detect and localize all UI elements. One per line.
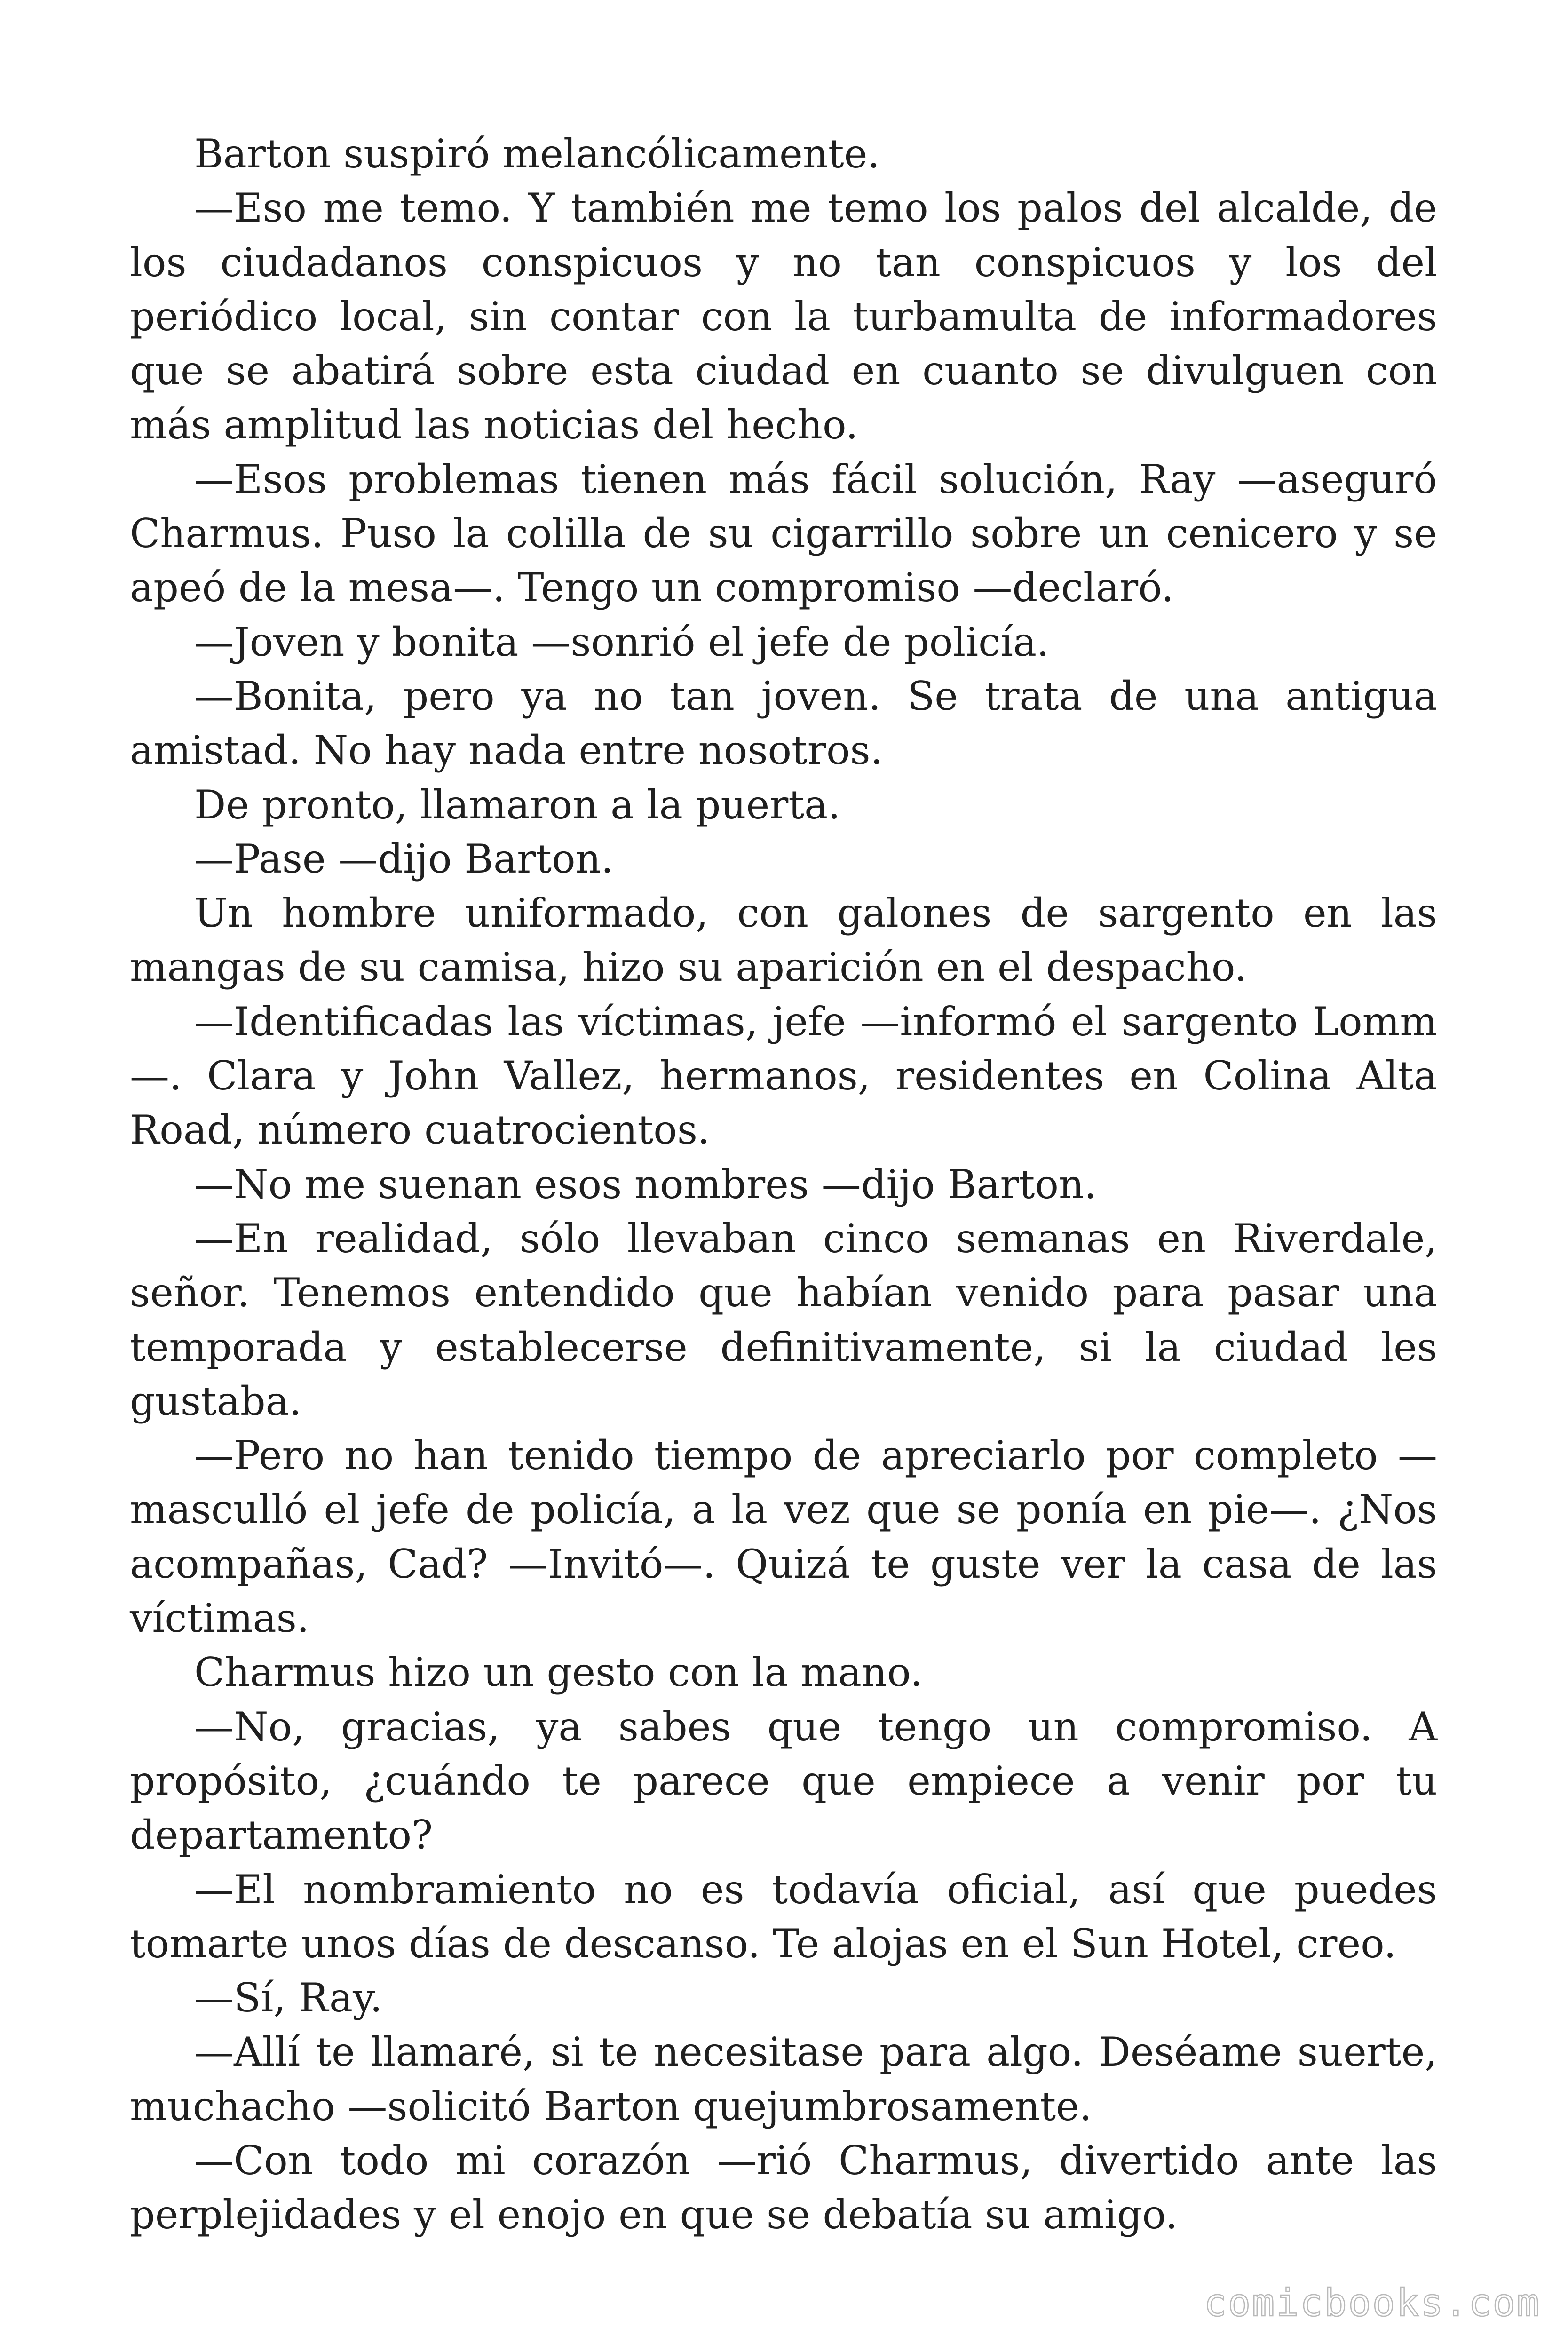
- paragraph: Un hombre uniformado, con galones de sargento en las mangas de su camisa, hizo su aparición en el despacho.: [130, 890, 1437, 991]
- paragraph: —Joven y bonita —sonrió el jefe de policía.: [194, 619, 1049, 665]
- paragraph: —No, gracias, ya sabes que tengo un compromiso. A propósito, ¿cuándo te parece que empiece a venir por tu departamento?: [130, 1703, 1437, 1859]
- book-page-text: [130, 127, 1437, 2242]
- paragraph: —Pero no han tenido tiempo de apreciarlo por completo —masculló el jefe de policía, a la vez que se ponía en pie—. ¿Nos acompañas, Cad? —Invitó—. Quizá te guste ver la casa de las víctimas.: [130, 1432, 1437, 1642]
- paragraph: —Identificadas las víctimas, jefe —informó el sargento Lomm—. Clara y John Vallez, hermanos, residentes en Colina Alta Road, número cuatrocientos.: [130, 998, 1437, 1153]
- paragraph: Charmus hizo un gesto con la mano.: [194, 1649, 923, 1696]
- paragraph: —Bonita, pero ya no tan joven. Se trata de una antigua amistad. No hay nada entre nosotros.: [130, 673, 1437, 774]
- paragraph: —No me suenan esos nombres —dijo Barton.: [194, 1161, 1097, 1208]
- site-watermark: comicbooks.com: [1204, 2281, 1541, 2325]
- paragraph: —Esos problemas tienen más fácil solución, Ray —aseguró Charmus. Puso la colilla de su cigarrillo sobre un cenicero y se apeó de la mesa—. Tengo un compromiso —declaró.: [130, 456, 1437, 611]
- paragraph: De pronto, llamaron a la puerta.: [194, 781, 840, 828]
- paragraph: —Con todo mi corazón —rió Charmus, divertido ante las perplejidades y el enojo en que se debatía su amigo.: [130, 2137, 1437, 2238]
- paragraph: —Sí, Ray.: [194, 1975, 383, 2021]
- paragraph: —El nombramiento no es todavía oficial, así que puedes tomarte unos días de descanso. Te alojas en el Sun Hotel, creo.: [130, 1866, 1437, 1967]
- paragraph: —Eso me temo. Y también me temo los palos del alcalde, de los ciudadanos conspicuos y no tan conspicuos y los del periódico local, sin contar con la turbamulta de informadores que se abatirá sobre esta ciudad en cuanto se divulguen con más amplitud las noticias del hecho.: [130, 185, 1437, 448]
- paragraph: —Allí te llamaré, si te necesitase para algo. Deséame suerte, muchacho —solicitó Barton quejumbrosamente.: [130, 2029, 1437, 2130]
- paragraph: —Pase —dijo Barton.: [194, 835, 614, 882]
- paragraph: Barton suspiró melancólicamente.: [194, 131, 880, 177]
- paragraph: —En realidad, sólo llevaban cinco semanas en Riverdale, señor. Tenemos entendido que habían venido para pasar una temporada y establecerse definitivamente, si la ciudad les gustaba.: [130, 1215, 1437, 1424]
